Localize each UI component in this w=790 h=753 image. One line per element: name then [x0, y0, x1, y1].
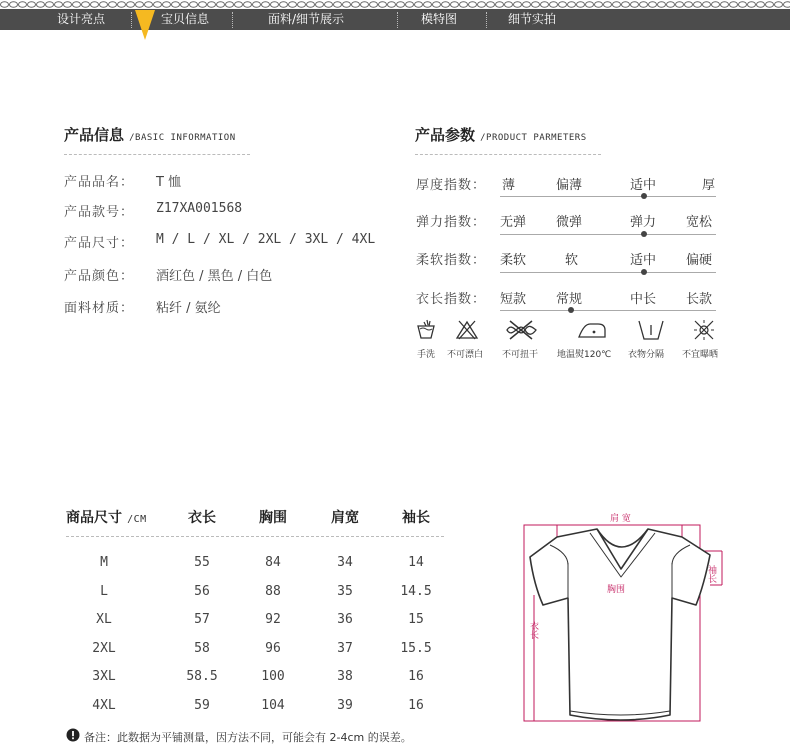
care-label-no-bleach: 不可漂白 [447, 350, 484, 360]
tab-separator [232, 12, 233, 28]
measurement-cell: 56 [194, 583, 210, 599]
param-option: 微弹 [556, 215, 583, 230]
size-table-heading [66, 507, 147, 527]
info-value-size: M / L / XL / 2XL / 3XL / 4XL [156, 232, 376, 247]
info-value-style-no: Z17XA001568 [156, 201, 243, 216]
param-indicator-dot [641, 269, 647, 275]
param-track [500, 234, 716, 235]
measurement-cell: 15.5 [400, 640, 432, 656]
info-label-style-no: 产品款号： [64, 205, 135, 220]
product-info-heading [64, 124, 236, 145]
param-option: 长款 [686, 292, 713, 307]
measurement-cell: 39 [337, 697, 353, 713]
column-header-chest: 胸围 [259, 510, 287, 526]
chest-label: 胸围 [607, 585, 626, 595]
size-cell: 3XL [92, 669, 116, 684]
measurement-cell: 35 [337, 583, 353, 599]
measurement-cell: 14 [408, 555, 424, 570]
param-option: 适中 [630, 178, 657, 193]
size-cell: M [100, 555, 108, 570]
param-label-length: 衣长指数： [416, 292, 487, 307]
tab-product-info[interactable]: 宝贝信息 [161, 12, 210, 26]
param-indicator-dot [641, 231, 647, 237]
tab-real-shots[interactable]: 细节实拍 [508, 12, 557, 26]
measurement-cell: 84 [265, 555, 281, 570]
chain-border-decoration [0, 0, 790, 9]
measurement-cell: 34 [337, 555, 353, 570]
info-label-color: 产品颜色： [64, 269, 135, 284]
info-value-material: 粘纤 / 氨纶 [156, 301, 221, 316]
column-header-sleeve: 袖长 [402, 510, 430, 526]
info-value-name: T 恤 [156, 175, 182, 190]
param-option: 中长 [630, 292, 657, 307]
no-sun-dry-icon [692, 318, 716, 342]
measurement-cell: 58.5 [186, 669, 218, 684]
care-label-hand-wash: 手洗 [417, 350, 436, 360]
param-indicator-dot [568, 307, 574, 313]
param-option: 软 [565, 253, 579, 268]
param-option: 宽松 [686, 215, 713, 230]
active-tab-indicator [135, 10, 155, 40]
care-label-wash-separately: 衣物分隔 [628, 350, 665, 360]
param-track [500, 310, 716, 311]
param-option: 偏硬 [686, 253, 713, 268]
measurement-cell: 100 [261, 669, 285, 684]
tab-separator [397, 12, 398, 28]
tab-design-highlights[interactable]: 设计亮点 [57, 12, 106, 26]
param-option: 柔软 [500, 253, 527, 268]
warning-icon [66, 728, 80, 742]
product-info-title: 产品信息 [64, 126, 125, 144]
param-option: 短款 [500, 292, 527, 307]
divider [66, 536, 444, 537]
measurement-cell: 15 [408, 612, 424, 627]
size-cell: L [100, 583, 108, 599]
param-track [500, 196, 716, 197]
size-cell: XL [96, 612, 112, 627]
param-label-elasticity: 弹力指数： [416, 215, 487, 230]
tshirt-size-diagram [510, 505, 732, 727]
care-label-iron: 地温熨120℃ [557, 350, 612, 360]
info-label-size: 产品尺寸： [64, 236, 135, 251]
measurement-cell: 16 [408, 669, 424, 684]
product-params-subtitle: /PRODUCT PARMETERS [480, 133, 587, 143]
param-indicator-dot [641, 193, 647, 199]
measurement-cell: 58 [194, 640, 210, 656]
hand-wash-icon [416, 318, 436, 342]
column-header-shoulder: 肩宽 [331, 510, 359, 526]
param-option: 偏薄 [556, 178, 583, 193]
divider [415, 154, 601, 155]
care-label-no-sun: 不宜曝晒 [682, 350, 719, 360]
divider [64, 154, 250, 155]
measurement-cell: 37 [337, 640, 353, 656]
sleeve-label: 袖长 [706, 565, 716, 583]
size-table-unit: /CM [127, 514, 147, 525]
measurement-cell: 92 [265, 612, 281, 627]
measurement-cell: 104 [261, 697, 285, 713]
care-label-no-wring: 不可扭干 [502, 350, 539, 360]
param-option: 薄 [502, 178, 516, 193]
param-option: 适中 [630, 253, 657, 268]
tab-separator [486, 12, 487, 28]
nav-bar [0, 9, 790, 30]
param-option: 厚 [702, 178, 716, 193]
product-params-heading [415, 124, 587, 145]
measurement-cell: 96 [265, 640, 281, 656]
measurement-cell: 59 [194, 697, 210, 713]
tab-separator [131, 12, 132, 28]
length-label: 衣长 [528, 621, 538, 639]
no-wring-icon [503, 320, 539, 340]
param-track [500, 272, 716, 273]
wash-separately-icon [636, 318, 666, 342]
measurement-cell: 36 [337, 612, 353, 627]
param-option: 弹力 [630, 215, 657, 230]
iron-low-temp-icon [576, 320, 608, 340]
product-info-subtitle: /BASIC INFORMATION [129, 133, 236, 143]
measurement-cell: 88 [265, 583, 281, 599]
measurement-cell: 55 [194, 555, 210, 570]
product-params-title: 产品参数 [415, 126, 476, 144]
measurement-cell: 14.5 [400, 583, 432, 599]
info-value-color: 酒红色 / 黑色 / 白色 [156, 269, 273, 284]
measurement-cell: 57 [194, 612, 210, 627]
no-bleach-icon [455, 319, 479, 341]
top-navigation [0, 0, 790, 30]
size-table-title: 商品尺寸 [66, 510, 122, 526]
measurement-note: 备注：此数据为平铺测量，因方法不同，可能会有 2-4cm 的误差。 [84, 731, 412, 744]
measurement-cell: 38 [337, 669, 353, 684]
shoulder-label: 肩 宽 [610, 514, 631, 524]
tab-model-photos[interactable]: 模特图 [421, 12, 458, 26]
info-label-name: 产品品名： [64, 175, 135, 190]
size-cell: 2XL [92, 640, 116, 656]
param-label-softness: 柔软指数： [416, 253, 487, 268]
param-label-thickness: 厚度指数： [416, 178, 487, 193]
size-cell: 4XL [92, 697, 116, 713]
column-header-length: 衣长 [188, 510, 216, 526]
info-label-material: 面料材质： [64, 301, 135, 316]
tab-fabric-details[interactable]: 面料/细节展示 [268, 12, 345, 26]
param-option: 无弹 [500, 215, 527, 230]
param-option: 常规 [556, 292, 583, 307]
measurement-cell: 16 [408, 697, 424, 713]
